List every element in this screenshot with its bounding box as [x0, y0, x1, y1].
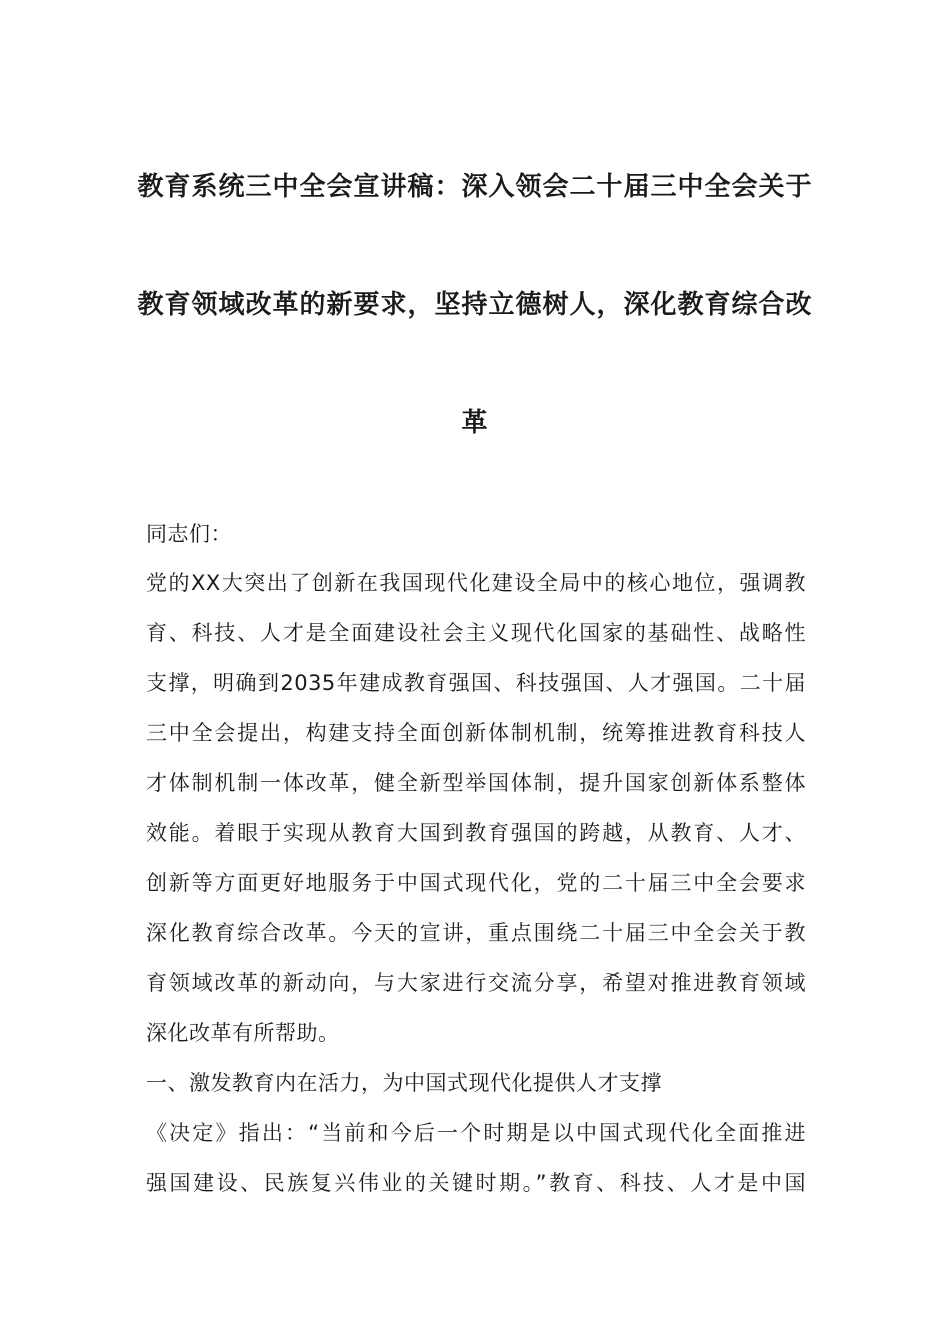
paragraph-line: 党的XX大突出了创新在我国现代化建设全局中的核心地位，强调教 — [146, 571, 806, 595]
paragraph-line: 三中全会提出，构建支持全面创新体制机制，统筹推进教育科技人 — [146, 721, 806, 745]
paragraph-line: 创新等方面更好地服务于中国式现代化，党的二十届三中全会要求 — [146, 871, 806, 895]
title-line-2: 教育领域改革的新要求，坚持立德树人，深化教育综合改 — [137, 290, 813, 320]
title-line-3: 革 — [461, 408, 489, 438]
section-heading: 一、激发教育内在活力，为中国式现代化提供人才支撑 — [146, 1071, 662, 1095]
paragraph-line: 强国建设、民族复兴伟业的关键时期。”教育、科技、人才是中国 — [146, 1171, 806, 1195]
paragraph-line: 深化教育综合改革。今天的宣讲，重点围绕二十届三中全会关于教 — [146, 921, 806, 945]
paragraph-line: 《决定》指出：“当前和今后一个时期是以中国式现代化全面推进 — [146, 1121, 806, 1145]
salutation: 同志们： — [146, 522, 232, 546]
paragraph-line: 育、科技、人才是全面建设社会主义现代化国家的基础性、战略性 — [146, 621, 806, 645]
paragraph-line: 支撑，明确到2035年建成教育强国、科技强国、人才强国。二十届 — [146, 671, 806, 695]
paragraph-line: 效能。着眼于实现从教育大国到教育强国的跨越，从教育、人才、 — [146, 821, 806, 845]
title-line-1: 教育系统三中全会宣讲稿：深入领会二十届三中全会关于 — [137, 172, 813, 202]
paragraph-line: 育领域改革的新动向，与大家进行交流分享，希望对推进教育领域 — [146, 971, 806, 995]
paragraph-line: 才体制机制一体改革，健全新型举国体制，提升国家创新体系整体 — [146, 771, 806, 795]
paragraph-line: 深化改革有所帮助。 — [146, 1021, 340, 1045]
